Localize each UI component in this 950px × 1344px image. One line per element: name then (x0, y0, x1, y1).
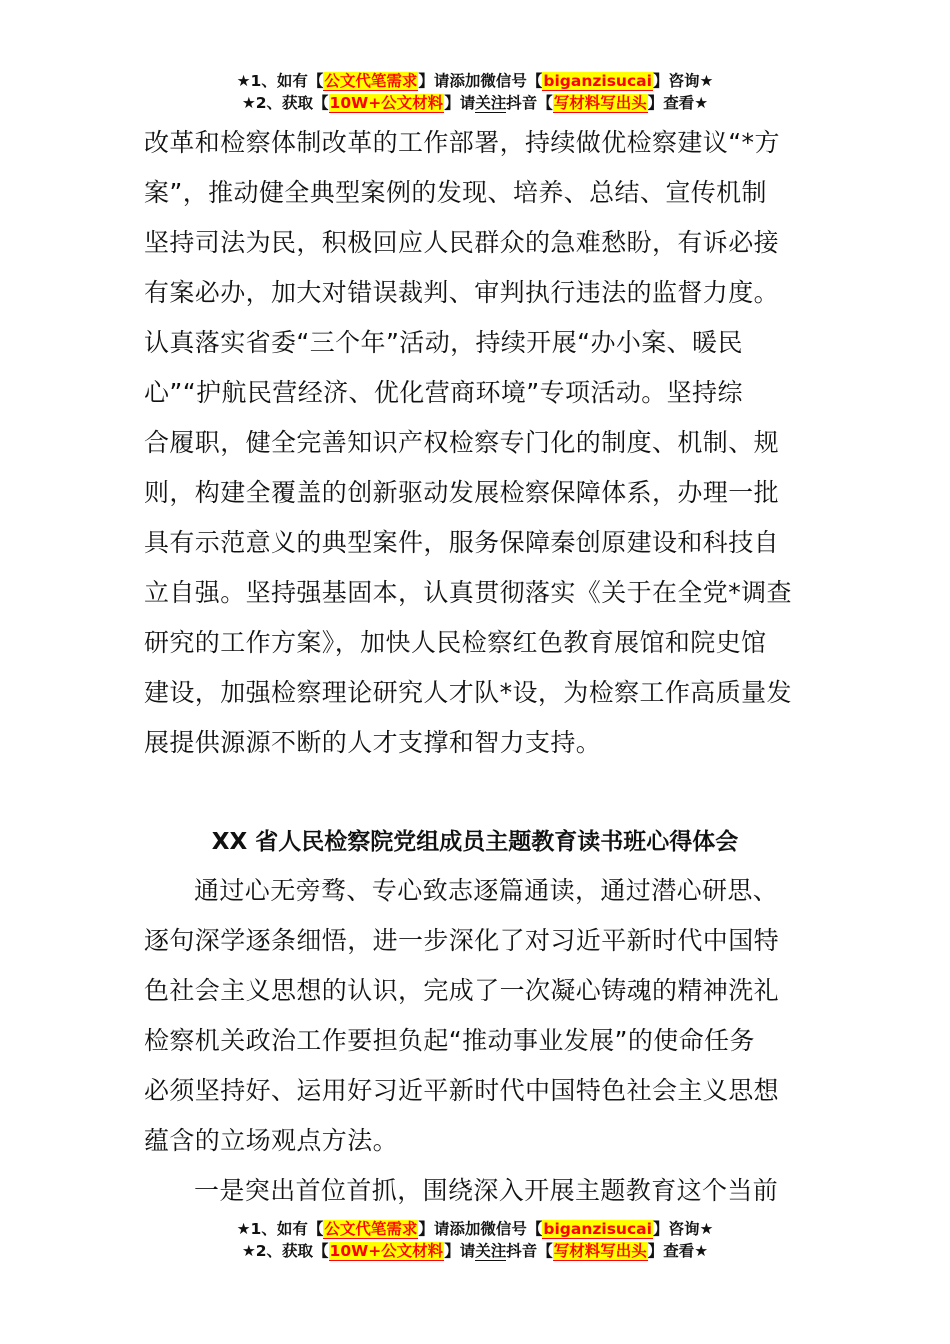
banner-line-2 (0, 1240, 950, 1262)
banner-highlight: 10W+公文材料 (329, 94, 444, 112)
text-line: 必须坚持好、运用好习近平新时代中国特色社会主义思想 (144, 1076, 780, 1105)
banner-highlight: 写材料写出头 (553, 94, 647, 112)
text-line: 色社会主义思想的认识，完成了一次凝心铸魂的精神洗礼 (144, 976, 780, 1005)
banner-text: 抖音【 (506, 94, 553, 112)
banner-underline: 关注 (475, 94, 507, 112)
text-line: 研究的工作方案》，加快人民检察红色教育展馆和院史馆 (144, 628, 767, 657)
text-line: 坚持司法为民，积极回应人民群众的急难愁盼，有诉必接 (144, 228, 780, 257)
text-line: 案”，推动健全典型案例的发现、培养、总结、宣传机制 (144, 178, 767, 207)
text-line: 具有示范意义的典型案件，服务保障秦创原建设和科技自 (144, 528, 780, 557)
text-line: 有案必办，加大对错误裁判、审判执行违法的监督力度。 (144, 278, 780, 307)
document-title: XX 省人民检察院党组成员主题教育读书班心得体会 (211, 829, 739, 855)
paragraph-2 (144, 866, 814, 1216)
banner-highlight: 10W+公文材料 (329, 1242, 444, 1260)
banner-text: ★1、如有【 (236, 72, 324, 90)
text-line: 合履职，健全完善知识产权检察专门化的制度、机制、规 (144, 428, 780, 457)
text-line: 则，构建全覆盖的创新驱动发展检察保障体系，办理一批 (144, 478, 780, 507)
banner-underline: 关注 (475, 1242, 507, 1260)
banner-text: ★2、获取【 (241, 94, 329, 112)
text-line: 认真落实省委“三个年”活动，持续开展“办小案、暖民 (144, 328, 743, 357)
banner-text: 】请添加微信号【 (418, 72, 543, 90)
banner-line-2 (0, 92, 950, 114)
text-line: 逐句深学逐条细悟，进一步深化了对习近平新时代中国特 (144, 926, 780, 955)
banner-highlight: 写材料写出头 (553, 1242, 647, 1260)
banner-text: ★1、如有【 (236, 1220, 324, 1238)
banner-text: 】查看★ (647, 94, 709, 112)
text-line: 立自强。坚持强基固本，认真贯彻落实《关于在全党*调查 (144, 578, 792, 607)
text-line: 展提供源源不断的人才支撑和智力支持。 (144, 728, 602, 757)
banner-text: 】请添加微信号【 (418, 1220, 543, 1238)
banner-highlight: 公文代笔需求 (324, 1220, 418, 1238)
text-line: 改革和检察体制改革的工作部署，持续做优检察建议“*方 (144, 128, 780, 157)
text-line: 检察机关政治工作要担负起“推动事业发展”的使命任务 (144, 1026, 755, 1055)
banner-text: 】查看★ (647, 1242, 709, 1260)
banner-highlight: biganzisucai (543, 1220, 652, 1238)
banner-text: 】请 (444, 94, 476, 112)
text-line: 通过心无旁骛、专心致志逐篇通读，通过潜心研思、 (194, 876, 779, 905)
header-banner (0, 70, 950, 114)
footer-banner (0, 1218, 950, 1262)
text-line: 一是突出首位首抓，围绕深入开展主题教育这个当前 (194, 1176, 779, 1205)
banner-text: 】咨询★ (652, 1220, 714, 1238)
banner-text: 】咨询★ (652, 72, 714, 90)
banner-line-1 (0, 1218, 950, 1240)
banner-text: ★2、获取【 (241, 1242, 329, 1260)
text-line: 心”“护航民营经济、优化营商环境”专项活动。坚持综 (144, 378, 743, 407)
banner-text: 】请 (444, 1242, 476, 1260)
paragraph-1 (144, 118, 814, 768)
banner-text: 抖音【 (506, 1242, 553, 1260)
banner-line-1 (0, 70, 950, 92)
banner-highlight: biganzisucai (543, 72, 652, 90)
banner-highlight: 公文代笔需求 (324, 72, 418, 90)
text-line: 蕴含的立场观点方法。 (144, 1126, 399, 1155)
text-line: 建设，加强检察理论研究人才队*设，为检察工作高质量发 (144, 678, 792, 707)
